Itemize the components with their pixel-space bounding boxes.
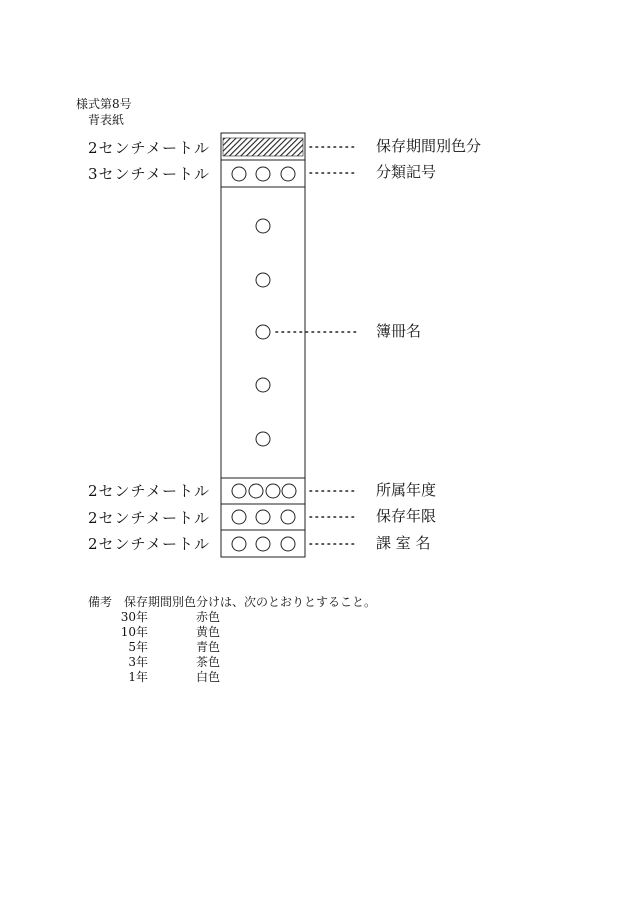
remarks-heading xyxy=(88,595,376,610)
period-years: 30年 xyxy=(120,610,148,624)
color-band-hatch xyxy=(223,138,303,156)
period-color: 青色 xyxy=(196,640,221,654)
form-number: 様式第8号 xyxy=(76,97,132,111)
field-classification-code: 分類記号 xyxy=(376,163,437,181)
placeholder-circle xyxy=(232,167,246,181)
placeholder-circle xyxy=(249,484,263,498)
field-ledger-name: 簿冊名 xyxy=(376,322,422,340)
size-label-retention: 2センチメートル xyxy=(88,509,210,527)
size-label-color-band: 2センチメートル xyxy=(88,139,210,157)
remarks-section xyxy=(88,595,376,610)
placeholder-circle xyxy=(256,378,270,392)
size-label-department: 2センチメートル xyxy=(88,535,210,553)
period-color: 茶色 xyxy=(196,655,221,669)
form-name: 背表紙 xyxy=(88,113,125,127)
period-color: 白色 xyxy=(196,670,221,684)
placeholder-circle xyxy=(232,537,246,551)
size-label-fiscal-year: 2センチメートル xyxy=(88,482,210,500)
field-department-name: 課 室 名 xyxy=(376,534,431,552)
period-years: 1年 xyxy=(128,670,148,684)
placeholder-circle xyxy=(256,537,270,551)
placeholder-circle xyxy=(256,219,270,233)
placeholder-circle xyxy=(266,484,280,498)
field-retention-color: 保存期間別色分 xyxy=(376,137,482,155)
remarks-text: 保存期間別色分けは、次のとおりとすること。 xyxy=(124,595,377,609)
placeholder-circle xyxy=(282,484,296,498)
placeholder-circle xyxy=(256,325,270,339)
period-years: 10年 xyxy=(120,625,148,639)
placeholder-circle xyxy=(256,432,270,446)
placeholder-circle xyxy=(256,273,270,287)
placeholder-circle xyxy=(232,484,246,498)
placeholder-circle xyxy=(281,510,295,524)
period-color: 赤色 xyxy=(196,610,221,624)
period-years: 3年 xyxy=(128,655,148,669)
size-label-classification: 3センチメートル xyxy=(88,165,210,183)
field-fiscal-year: 所属年度 xyxy=(376,481,437,499)
placeholder-circle xyxy=(281,167,295,181)
period-color: 黄色 xyxy=(196,625,221,639)
placeholder-circle xyxy=(232,510,246,524)
remarks-label: 備考 xyxy=(88,595,113,609)
placeholder-circle xyxy=(256,510,270,524)
period-years: 5年 xyxy=(128,640,148,654)
placeholder-circle xyxy=(281,537,295,551)
placeholder-circle xyxy=(256,167,270,181)
field-retention-period: 保存年限 xyxy=(376,507,437,525)
